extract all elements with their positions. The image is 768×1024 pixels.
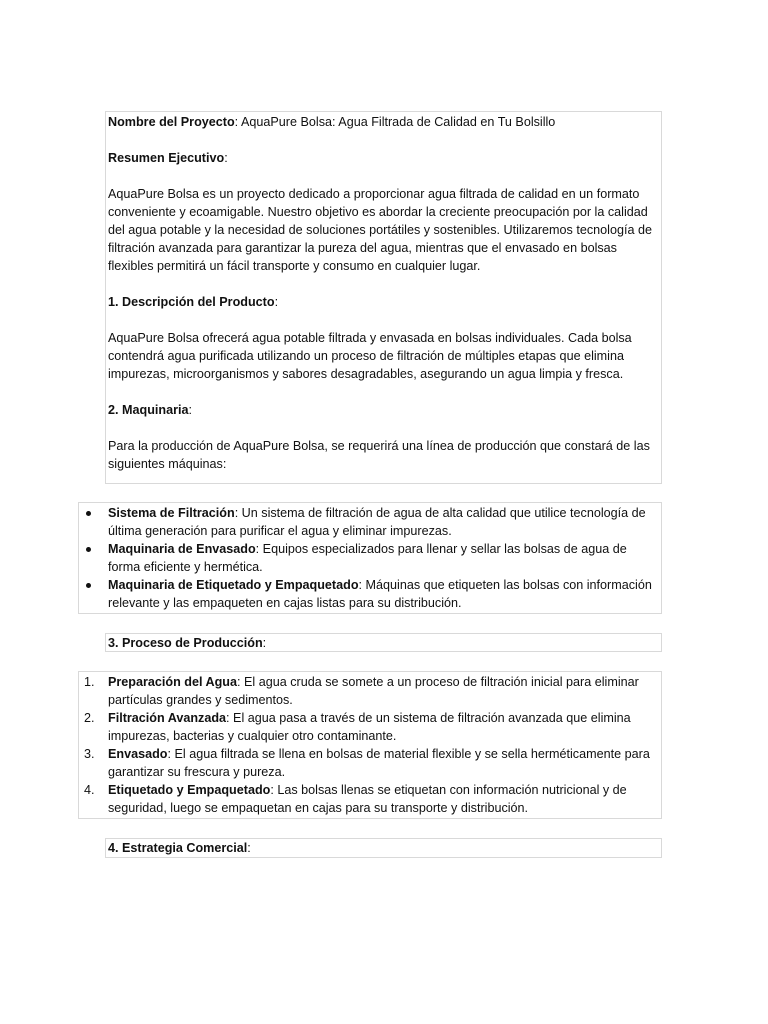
machine-title: Maquinaria de Envasado xyxy=(108,542,256,556)
step-title: Envasado xyxy=(108,747,168,761)
step-text: : Las bolsas llenas se etiquetan con información nutricional y de seguridad, luego se empaquetan en cajas para su transporte y distribución. xyxy=(108,783,627,815)
step-number: 4. xyxy=(84,783,95,797)
list-item xyxy=(79,709,661,745)
project-name-label: Nombre del Proyecto xyxy=(108,115,235,129)
machinery-list xyxy=(78,502,662,614)
product-heading-line xyxy=(108,293,661,311)
colon: : xyxy=(274,295,279,309)
summary-heading: Resumen Ejecutivo xyxy=(108,151,225,165)
list-item xyxy=(79,781,661,817)
step-text: : El agua cruda se somete a un proceso de filtración inicial para eliminar partículas grandes y sedimentos. xyxy=(108,675,639,707)
process-heading: 3. Proceso de Producción xyxy=(108,636,263,650)
bullet-icon xyxy=(86,583,91,588)
machinery-heading: 2. Maquinaria xyxy=(108,403,189,417)
product-paragraph: AquaPure Bolsa ofrecerá agua potable filtrada y envasada en bolsas individuales. Cada bolsa contendrá agua purificada utilizando un proceso de filtración de múltiples etapas que elimina impurezas, microorganismos y sabores desagradables, asegurando un agua limpia y fresca. xyxy=(108,331,632,381)
summary-heading-line xyxy=(108,149,661,167)
bullet-icon xyxy=(86,511,91,516)
step-number: 3. xyxy=(84,747,95,761)
intro-block xyxy=(105,111,662,484)
process-heading-block xyxy=(105,633,662,652)
colon: : xyxy=(262,636,267,650)
colon: : xyxy=(188,403,192,417)
step-number: 2. xyxy=(84,711,95,725)
project-name-line xyxy=(108,113,661,131)
strategy-heading-line xyxy=(108,839,661,857)
step-text: : El agua filtrada se llena en bolsas de material flexible y se sella herméticamente para garantizar su frescura y pureza. xyxy=(108,747,650,779)
summary-paragraph: AquaPure Bolsa es un proyecto dedicado a proporcionar agua filtrada de calidad en un formato conveniente y ecoamigable. Nuestro objetivo es abordar la creciente preocupación por la calidad del agua potable y la necesidad de soluciones portátiles y sostenibles. Utilizaremos tecnología de filtración avanzada para garantizar la pureza del agua, mientras que el envasado en bolsas flexibles permitirá un fácil transporte y consumo en cualquier lugar. xyxy=(108,187,652,273)
machine-text: : Equipos especializados para llenar y sellar las bolsas de agua de forma eficiente y hermética. xyxy=(108,542,627,574)
list-item xyxy=(79,745,661,781)
step-title: Filtración Avanzada xyxy=(108,711,227,725)
colon: : xyxy=(224,151,228,165)
bullet-icon xyxy=(86,547,91,552)
machine-text: : Un sistema de filtración de agua de alta calidad que utilice tecnología de última generación para purificar el agua y eliminar impurezas. xyxy=(108,506,646,538)
strategy-heading-block xyxy=(105,838,662,858)
step-title: Preparación del Agua xyxy=(108,675,238,689)
list-item xyxy=(79,540,661,576)
strategy-heading: 4. Estrategia Comercial xyxy=(108,841,248,855)
machinery-paragraph: Para la producción de AquaPure Bolsa, se requerirá una línea de producción que constará de las siguientes máquinas: xyxy=(108,439,650,471)
step-title: Etiquetado y Empaquetado xyxy=(108,783,271,797)
step-text: : El agua pasa a través de un sistema de filtración avanzada que elimina impurezas, bacterias y cualquier otro contaminante. xyxy=(108,711,631,743)
product-heading: 1. Descripción del Producto xyxy=(108,295,275,309)
list-item xyxy=(79,576,661,612)
machine-text: : Máquinas que etiqueten las bolsas con información relevante y las empaqueten en cajas listas para su distribución. xyxy=(108,578,652,610)
colon: : xyxy=(247,841,251,855)
project-name-value: : AquaPure Bolsa: Agua Filtrada de Calidad en Tu Bolsillo xyxy=(234,115,556,129)
machinery-heading-line xyxy=(108,401,661,419)
machine-title: Sistema de Filtración xyxy=(108,506,235,520)
process-heading-line xyxy=(108,634,661,652)
machine-title: Maquinaria de Etiquetado y Empaquetado xyxy=(108,578,359,592)
list-item xyxy=(79,504,661,540)
process-steps-list xyxy=(78,671,662,819)
step-number: 1. xyxy=(84,675,95,689)
list-item xyxy=(79,673,661,709)
